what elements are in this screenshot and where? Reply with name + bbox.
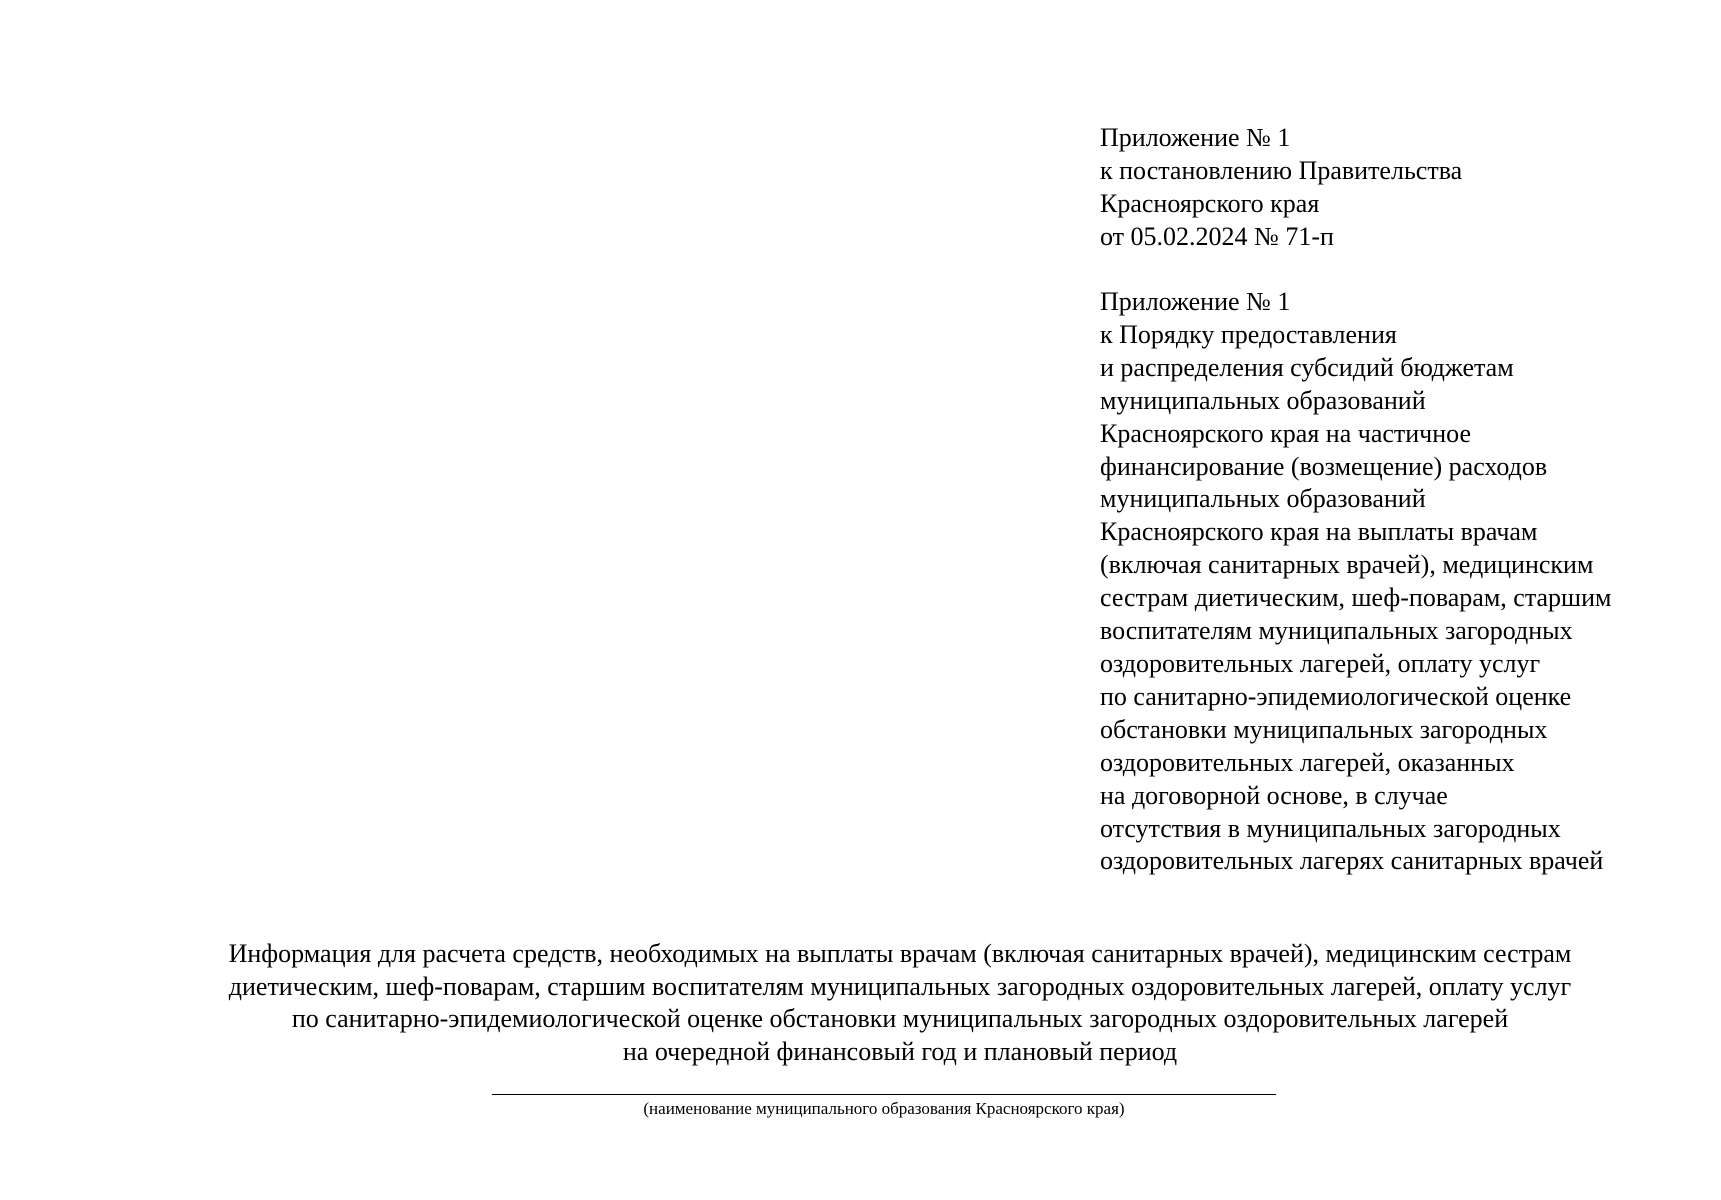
- appendix-line: (включая санитарных врачей), медицинским: [1100, 550, 1594, 580]
- appendix-line: муниципальных образований: [1100, 484, 1426, 514]
- appendix-line: сестрам диетическим, шеф-поварам, старшим: [1100, 583, 1612, 613]
- appendix-line: Красноярского края на выплаты врачам: [1100, 517, 1538, 547]
- appendix-government-resolution: [1100, 122, 1700, 254]
- appendix-line: от 05.02.2024 № 71-п: [1100, 221, 1334, 251]
- title-line: Информация для расчета средств, необходимых на выплаты врачам (включая санитарных врачей), медицинским сестрам: [228, 939, 1572, 968]
- appendix-line: муниципальных образований: [1100, 385, 1426, 415]
- appendix-line: Красноярского края: [1100, 188, 1320, 218]
- title-line: на очередной финансовый год и плановый период: [622, 1036, 1178, 1066]
- appendix-line: оздоровительных лагерей, оказанных: [1100, 747, 1515, 777]
- appendix-procedure: [1100, 286, 1700, 878]
- appendix-line: по санитарно-эпидемиологической оценке: [1100, 681, 1572, 711]
- title-line: по санитарно-эпидемиологической оценке обстановки муниципальных загородных оздоровительных лагерей: [291, 1004, 1509, 1033]
- appendix-line: и распределения субсидий бюджетам: [1100, 352, 1514, 382]
- appendix-line: оздоровительных лагерях санитарных врачей: [1100, 846, 1604, 876]
- appendix-line: Приложение № 1: [1100, 287, 1291, 316]
- appendix-line: Приложение № 1: [1100, 123, 1291, 152]
- document-title: [60, 938, 1721, 1068]
- municipality-fill-line: [492, 1094, 1276, 1095]
- appendix-line: воспитателям муниципальных загородных: [1100, 616, 1573, 646]
- appendix-line: к Порядку предоставления: [1100, 319, 1397, 349]
- appendix-line: обстановки муниципальных загородных: [1100, 714, 1548, 744]
- municipality-field-caption: (наименование муниципального образования Красноярского края): [643, 1099, 1125, 1118]
- appendix-line: оздоровительных лагерей, оплату услуг: [1100, 648, 1541, 678]
- appendix-line: отсутствия в муниципальных загородных: [1100, 813, 1561, 843]
- appendix-line: к постановлению Правительства: [1100, 155, 1463, 185]
- appendix-line: Красноярского края на частичное: [1100, 418, 1472, 448]
- title-line: диетическим, шеф-поварам, старшим воспитателям муниципальных загородных оздоровительных лагерей, оплату услуг: [228, 971, 1572, 1001]
- appendix-line: финансирование (возмещение) расходов: [1100, 451, 1548, 481]
- appendix-line: на договорной основе, в случае: [1100, 780, 1448, 810]
